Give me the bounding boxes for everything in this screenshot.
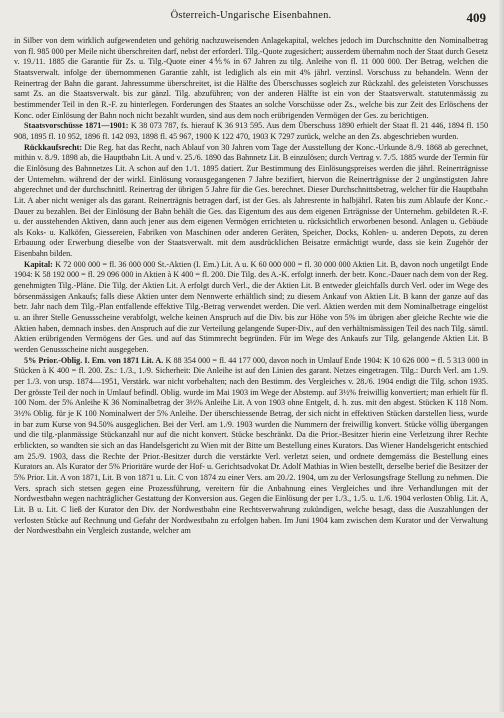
paragraph-lead: Staatsvorschüsse 1871—1901:: [24, 121, 129, 131]
paragraph-text: K 72 000 000 = fl. 36 000 000 St.-Aktien (I. Em.) Lit. A u. K 60 000 000 = fl. 30 000 000 Aktien Lit. B, davon noch ungetilgt Ende 1904: K 58 192 000 = fl. 29 096 000 in Aktien à K 400 = fl. 200. Die Tilg. des A.-K. erfolgt innerh. der betr. Konc.-Dauer nach dem von der Reg. genehmigten Tilg.-Pläne. Die Tilg. der Aktien Lit. A erfolgt durch Verl., die der Aktien Lit. B entweder gleichfalls durch Verl. oder im Wege des börsenmässigen Ankaufs; falls diese Aktien unter dem Nennwerte erhältlich sind; zu diesem Ankauf von Aktien Lit. B kann der ganze auf das betr. Jahr nach dem Tilg.-Plan entfallende effektive Tilg.-Betrag verwendet werden. Die verl. Aktien werden mit dem Nominalbetrage eingelöst u. an ihrer Stelle Genussscheine verabfolgt, welche keinen Anspruch auf die Div. bis zur Höhe von 5% im übrigen aber gleiche Rechte wie die Aktien haben, demnach insbes. den Anspruch auf die zur Verteilung gelangende Super-Div., auf den verhältnismässigen Teil des nach Tilg. sämtl. Aktien erübrigenden Vermögens der Ges. und auf das Stimmrecht begründen. Für im Wege des Ankaufs zur Tilg. gelangende Aktien Lit. B werden Genussscheine nicht ausgegeben.: [14, 259, 488, 355]
running-title: Österreich-Ungarische Eisenbahnen.: [170, 10, 332, 21]
paragraph-staatsvorschuesse: [14, 121, 488, 142]
paragraph-lead: Rückkaufsrecht:: [24, 142, 83, 152]
paragraph-guarantee: [14, 36, 488, 121]
paragraph-kapital: [14, 260, 488, 356]
page-header: [14, 10, 488, 28]
paragraph-text: K 88 354 000 = fl. 44 177 000, davon noch in Umlauf Ende 1904: K 10 626 000 = fl. 5 313 000 in Stücken à K 400 = fl. 200. Zs.: 1./3., 1./9. Sicherheit: Die Anleihe ist auf den Linien des garant. Netzes eingetragen. Tilg.: Durch Verl. am 1./9. per 1./3. von ursp. 1874—1951, Verstärk. war nicht vorbehalten; nach den Bestimm. des Vergleiches v. 28./6. 1904 endigt die Tilg. schon 1935. Der grösste Teil der noch in Umlauf befindl. Oblig. wurde im Mai 1903 im Wege der Abstemp. auf 3½% freiwillig konvertiert; man erhielt für fl. 100 Nom. der 5% Anleihe K 36 Nominalbetrag der 3½% Anleihe Lit. A von 1903 ohne Entgelt, d. h. zus. mit den abgest. Stücken K 118 Nom. 3½% Oblig. für je K 100 Nominalwert der 5% Anleihe. Der überschiessende Betrag, der sich nicht in effektiven Stücken darstellen liess, wurde in bar zum Kurse von 94.50% ausgeglichen. Bei der Verl. am 1./9. 1903 wurden die Nummern der freiwillig konvert. Stücke völlig übergangen und die tilg.-planmässige Stückanzahl nur auf die nicht konvert. Stücke beschränkt. Da die Prior.-Besitzer hierin eine Verletzung ihrer Rechte erblickten, so wandten sie sich an das Handelsgericht zu Wien mit der Bitte um Bestellung eines Kurators. Das Wiener Handelsgericht entschied am 25./9. 1903, dass die Rechte der Prior.-Besitzer durch die verstärkte Verl. verletzt seien, und ordnete demgemäss die Bestellung eines Kurators an. Als Kurator der 5% Prioritäre wurde der Hof- u. Gerichtsadvokat Dr. Adolf Mathias in Wien bestellt, derselbe berief die Besitzer der 5% Prior. Lit. A von 1871, Lit. B von 1871 u. Lit. C von 1874 zu einer Vers. am 20./2. 1904, um zu der Verlosungsfrage Stellung zu nehmen. Die Vers. sprach sich stetsen gegen eine Prozessführung, vereitern für die Anbahnung eines Vergleiches und ihre Verhandlungen mit der Nordwestbahn wegen nachträglicher Gestattung der Konversion aus. Gegen die Einlösung der per 1./3., 1./5. u. 1./6. 1904 verlosten Oblig. Lit. A, Lit. B u. Lit. C ließ der Kurator den Div. der Nordwestbahn eine Rechtsverwahrung zukündigen, welche besagt, dass die Auszahlungen der verlosten Stücke auf Rechnung und Gefahr der Nordwestbahn zu erfolgen haben. Im Juni 1904 kam zwischen dem Kurator und der Verwaltung der Nordwestbahn ein Vergleich zustande, welcher am: [14, 355, 488, 536]
paragraph-lead: Kapital:: [24, 259, 53, 269]
page-edge-shadow: [498, 0, 504, 712]
paragraph-rueckkaufsrecht: [14, 143, 488, 260]
paragraph-text: K 38 073 787, fs. hierauf K 36 913 595. Aus dem Überschuss 1890 erhielt der Staat fl. 21 446, 1894 fl. 150 908, 1895 fl. 10 952, 1896 fl. 142 093, 1898 fl. 45 967, 1900 K 122 470, 1903 K 7297 zurück, welche an den Zs. abgeschrieben wurden.: [14, 121, 488, 141]
paragraph-text: in Silber von dem wirklich aufgewendeten und gehörig nachzuweisenden Anlagekapital, welches jedoch im Durchschnitte den Nominalbetrag von fl. 985 000 per Meile nicht überschreiten darf, nebst der erforderl. Tilg.-Quote zugesichert; ausserdem übernahm noch der Staat durch Gesetz v. 19./11. 1885 die Garantie für Zs. u. Tilg.-Quote einer 4⅘% in 67 Jahren zu tilg. Anleihe von fl. 11 000 000. Der Betrag, welchen die Staatsverwalt. infolge der übernommenen Garantie zahlt, ist lediglich als ein mit 4% jährl. verzinsl. Vorschuss zu behandeln. Wenn der Reinertrag der Bahn die garant. Jahressumme überschreitet, ist die Hälfte des Überschusses sogleich zur Rückzahl. des geleisteten Vorschusses samt Zs. an die Staatsverwalt. bis zur gänzl. Tilg. abzuführen; von der anderen Hälfte ist ein von der Staatsverwalt. statutenmässig zu bestimmender Teil in den R.-F. zu hinterlegen. Forderungen des Staates an solche Vorschüsse oder Zs., welche bis zur Zeit des Erlöschens der Konc. oder Einlösung der Bahn noch nicht bezahlt wurden, sind aus dem noch erübrigenden Vermögen der Ges. zu berichtigen.: [14, 36, 488, 120]
page-number: 409: [466, 10, 486, 25]
paragraph-lead: 5% Prior.-Oblig. I. Em. von 1871 Lit. A.: [24, 355, 164, 365]
paragraph-prior-oblig: [14, 356, 488, 537]
paragraph-text: Die Reg. hat das Recht, nach Ablauf von 30 Jahren vom Tage der Ausstellung der Konc.-Urkunde 8./9. 1868 ab gerechnet, mithin v. 8./9. 1898 ab, die Hauptbahn Lit. A und v. 25./6. 1890 das Bahnnetz Lit. B einzulösen; durch Vertrag v. 7./5. 1885 wurde der Termin für die Einlösung des Bahnnetzes Lit. A schon auf den 1./1. 1895 datiert. Zur Bestimmung des Einlösungspreises werden die jährl. Reinerträgnisse der Unternehm. während der der wirkl. Einlösung vorausgegangenen 7 Jahre bezifiert, hiervon die Reinerträgnisse der 2 ungünstigsten Jahre abgerechnet und der durchschnittl. Reinertrag der übrigen 5 Jahre für die Ges. berechnet. Dieser Durchschnittsbetrag, welcher für die Hauptbahn Lit. A aber nicht weniger als das garant. Reinerträgnis betragen darf, ist der Ges. als Jahresrente in halbjährl. Raten bis zum Ablaufe der Konc.-Dauer zu bezahlen. Bei der Einlösung der Bahn behält die Ges. das Eigentum des aus dem eigenen Erträgnisse der Unternehm. gebildeten R.-F. u. der ausstehenden Aktiven, dann auch jener aus dem eigenen Vermögen errichteten u. rücksichtlich erworbenen besond. Anlagen u. Gebäude als Koks- u. Kalköfen, Giessereien, Fabriken von Maschinen oder anderen Geräten, Speicher, Docks, Kohlen- u. anderen Depots, zu deren Erbauung oder Erwerbung dieselbe von der Staatsverwalt. mit dem ausdrücklichen Beisatze ermächtigt wurde, dass sie kein Zugehör der Eisenbahn bilden.: [14, 142, 488, 259]
body-text: [14, 36, 488, 718]
